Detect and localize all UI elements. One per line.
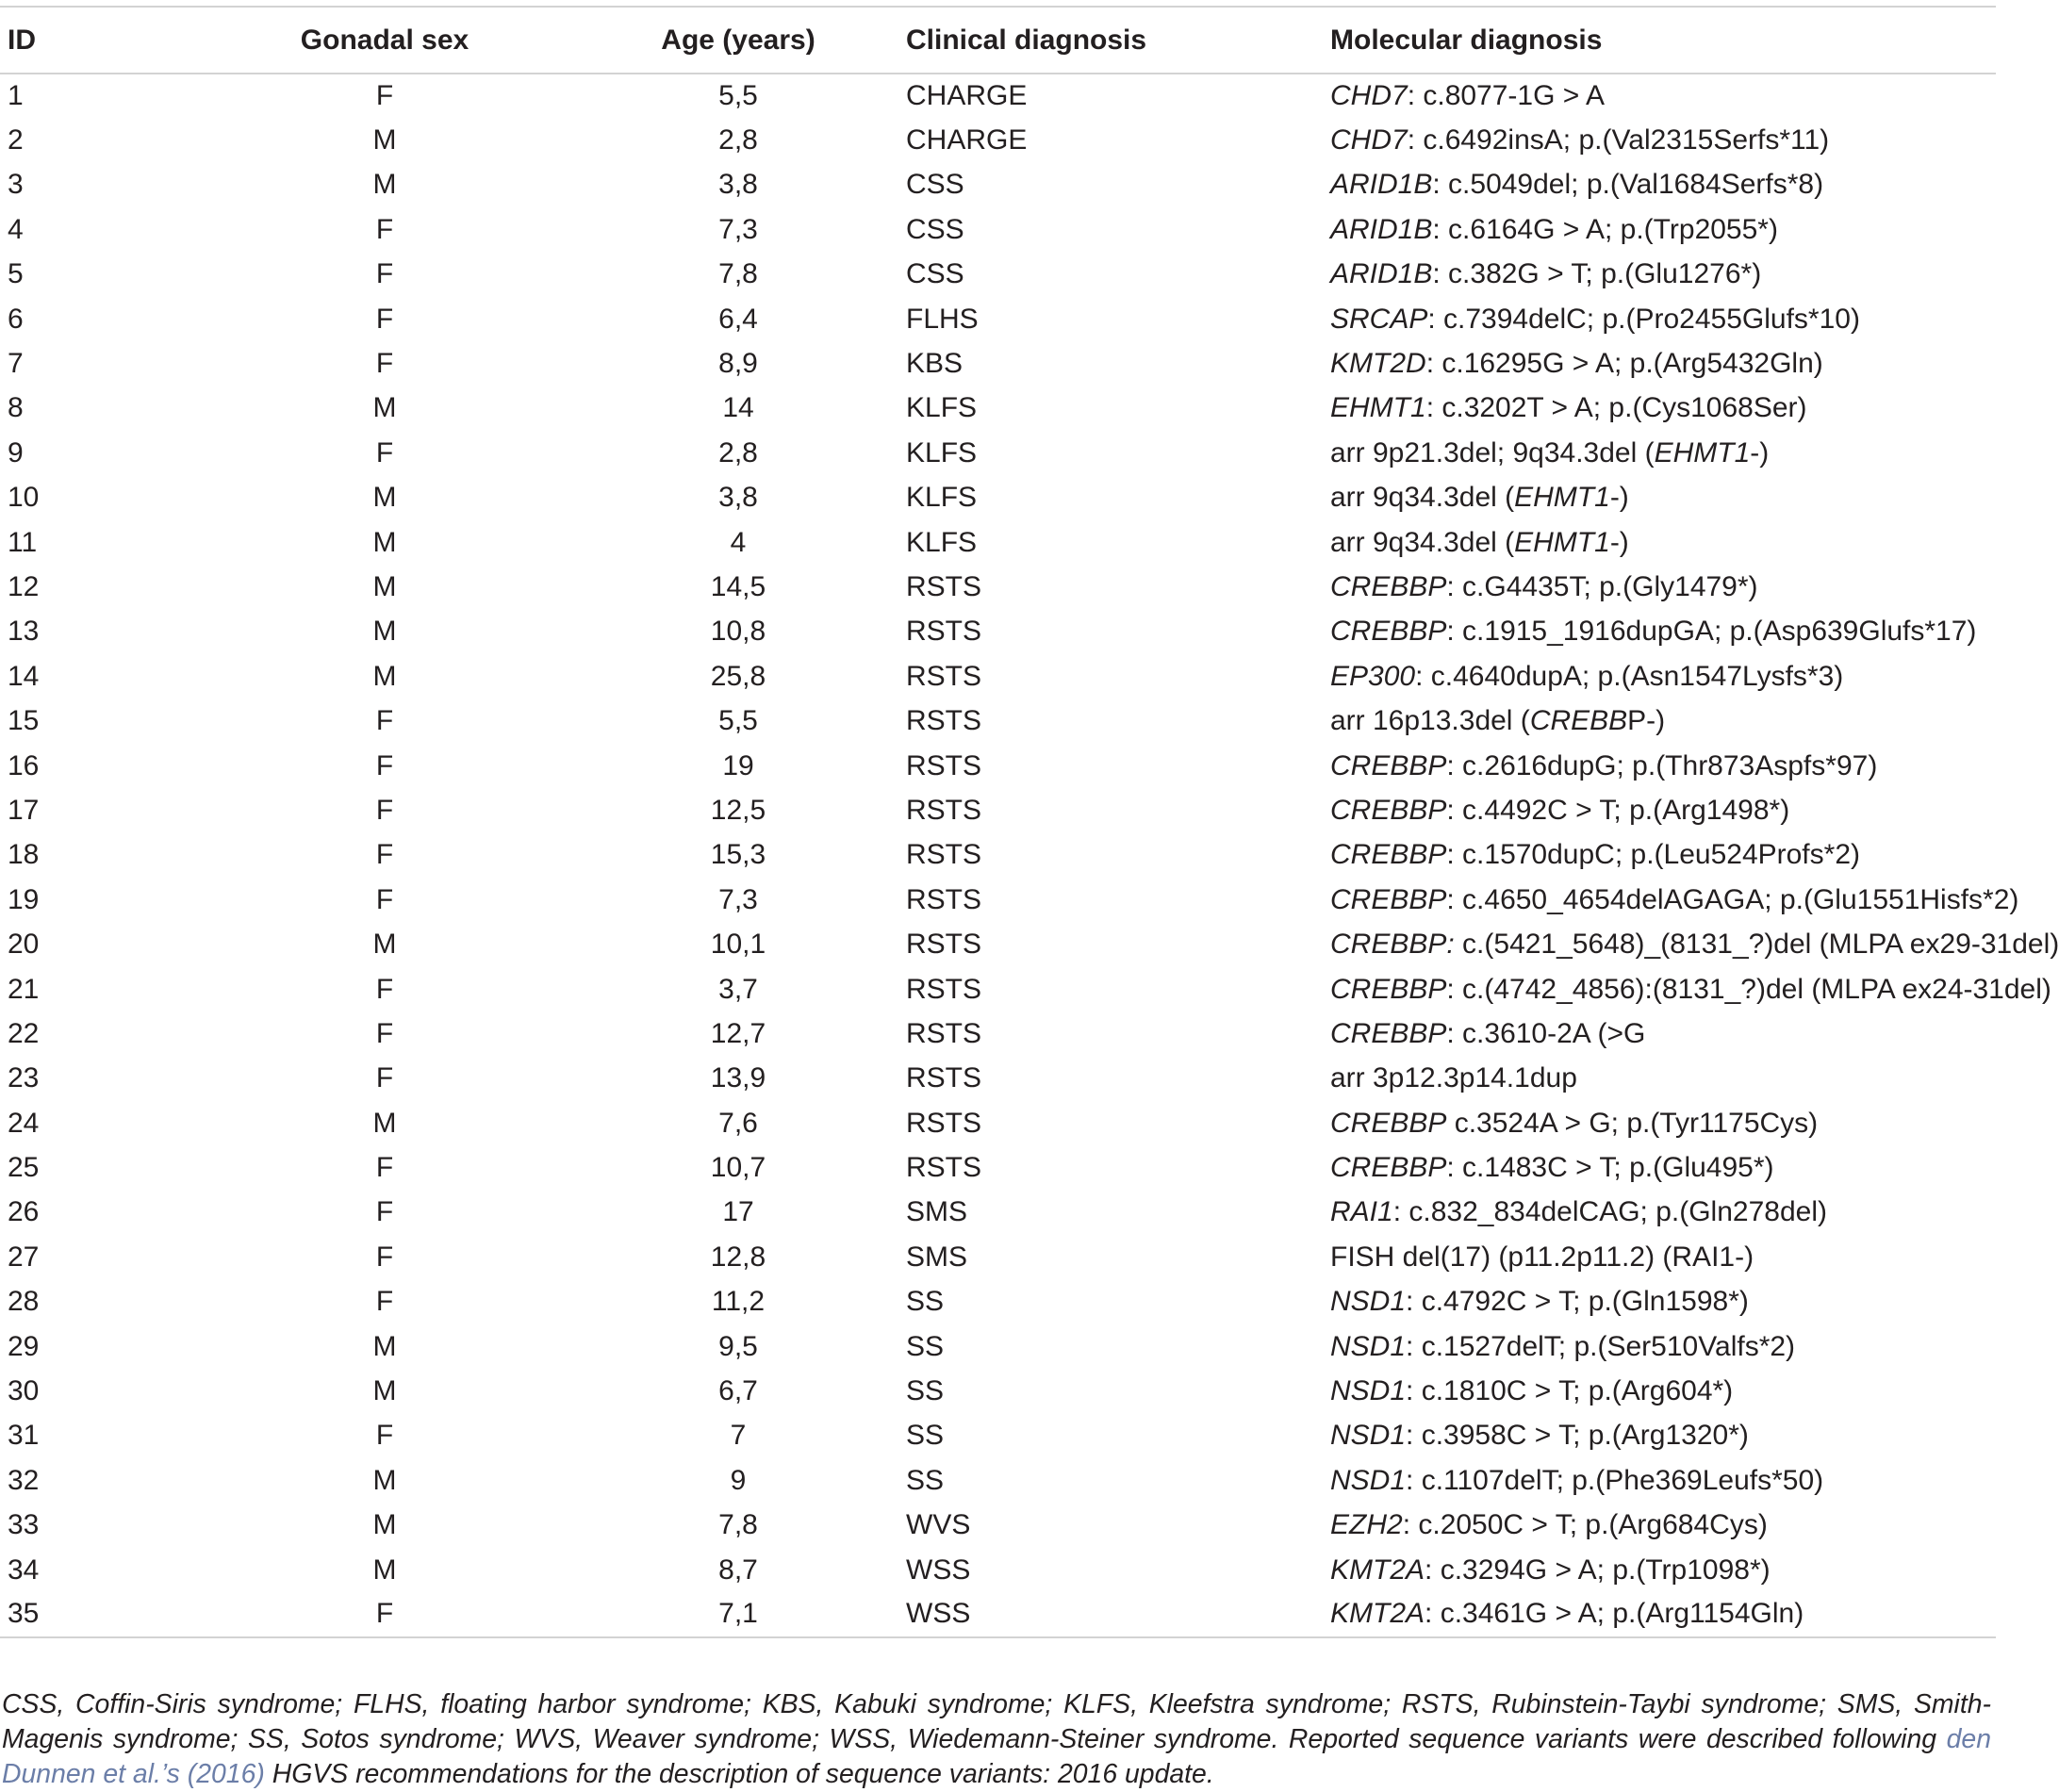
cell-id: 6 — [8, 303, 24, 335]
cell-molecular-diagnosis — [1321, 118, 1996, 162]
cell-molecular-diagnosis — [1321, 1504, 1996, 1548]
cell-gonadal-sex: M — [372, 660, 397, 692]
cell-gonadal-sex: M — [372, 1464, 397, 1496]
cell-gonadal-sex: M — [372, 1375, 397, 1407]
cell-molecular-diagnosis — [1321, 878, 2019, 922]
table-row — [0, 744, 1996, 788]
molecular-variant: -) — [1609, 482, 1629, 514]
cell-id: 20 — [8, 929, 40, 961]
cell-clinical-diagnosis: SMS — [906, 1241, 968, 1273]
cell-clinical-diagnosis: RSTS — [906, 1152, 982, 1184]
cell-clinical-diagnosis: RSTS — [906, 1017, 982, 1049]
table-row — [0, 476, 1996, 520]
table-row — [0, 565, 1996, 609]
cell-age: 5,5 — [718, 705, 758, 737]
cell-id: 28 — [8, 1286, 40, 1318]
cell-gonadal-sex: M — [372, 1107, 397, 1139]
molecular-variant: : c.6164G > A; p.(Trp2055*) — [1432, 213, 1778, 245]
cell-molecular-diagnosis — [1321, 833, 1996, 878]
cell-molecular-diagnosis — [1321, 699, 1996, 743]
molecular-variant: : c.2616dupG; p.(Thr873Aspfs*97) — [1446, 749, 1878, 781]
cell-clinical-diagnosis: RSTS — [906, 883, 982, 915]
cell-id: 13 — [8, 616, 40, 648]
cell-gonadal-sex: F — [375, 839, 394, 871]
molecular-variant: : c.4650_4654delAGAGA; p.(Glu1551Hisfs*2) — [1446, 883, 2019, 915]
molecular-variant: -) — [1750, 436, 1770, 469]
patients-table — [0, 6, 2059, 1638]
cell-clinical-diagnosis: CHARGE — [906, 124, 1028, 156]
gene-name: RAI1 — [1330, 1196, 1393, 1228]
cell-gonadal-sex: F — [375, 1017, 394, 1049]
gene-name: EHMT1 — [1514, 526, 1610, 558]
cell-id: 2 — [8, 124, 24, 156]
cell-gonadal-sex: M — [372, 1509, 397, 1541]
table-row — [0, 118, 1996, 162]
cell-age: 7,6 — [718, 1107, 758, 1139]
gene-name: EHMT1 — [1330, 392, 1426, 424]
table-row — [0, 1458, 1996, 1503]
header-id: ID — [0, 7, 187, 74]
gene-name: SRCAP — [1330, 303, 1428, 335]
cell-id: 24 — [8, 1107, 40, 1139]
molecular-variant: : c.3958C > T; p.(Arg1320*) — [1406, 1420, 1749, 1452]
molecular-variant: : c.3294G > A; p.(Trp1098*) — [1425, 1554, 1771, 1586]
cell-gonadal-sex: F — [375, 258, 394, 290]
cell-gonadal-sex: M — [372, 929, 397, 961]
cell-id: 7 — [8, 348, 24, 380]
cell-molecular-diagnosis — [1321, 431, 1996, 475]
table-row — [0, 878, 1996, 922]
cell-age: 4 — [730, 526, 747, 558]
cell-age: 12,8 — [710, 1241, 766, 1273]
cell-gonadal-sex: F — [375, 1286, 394, 1318]
cell-id: 3 — [8, 169, 24, 201]
cell-molecular-diagnosis — [1321, 253, 1996, 297]
cell-clinical-diagnosis: RSTS — [906, 1062, 982, 1094]
cell-molecular-diagnosis — [1321, 654, 1996, 699]
table-row — [0, 1011, 1996, 1056]
molecular-variant: : c.5049del; p.(Val1684Serfs*8) — [1432, 169, 1824, 201]
cell-age: 19 — [722, 749, 754, 781]
table-row — [0, 1548, 1996, 1592]
cell-gonadal-sex: F — [375, 436, 394, 469]
cell-clinical-diagnosis: SS — [906, 1286, 945, 1318]
molecular-prefix: arr 9q34.3del ( — [1330, 482, 1515, 514]
cell-clinical-diagnosis: RSTS — [906, 749, 982, 781]
cell-clinical-diagnosis: CSS — [906, 213, 964, 245]
cell-age: 7,8 — [718, 258, 758, 290]
molecular-variant: : c.1107delT; p.(Phe369Leufs*50) — [1406, 1464, 1824, 1496]
cell-molecular-diagnosis — [1321, 1280, 1996, 1324]
molecular-prefix: arr 16p13.3del ( — [1330, 705, 1530, 737]
cell-molecular-diagnosis — [1321, 967, 2051, 1011]
table-row — [0, 253, 1996, 297]
cell-gonadal-sex: F — [375, 80, 394, 112]
gene-name: NSD1 — [1330, 1375, 1407, 1407]
cell-gonadal-sex: F — [375, 213, 394, 245]
cell-molecular-diagnosis — [1321, 1145, 1996, 1190]
cell-molecular-diagnosis — [1321, 1235, 1996, 1279]
table-row — [0, 1101, 1996, 1145]
header-clinical-diagnosis: Clinical diagnosis — [894, 7, 1321, 74]
cell-gonadal-sex: M — [372, 526, 397, 558]
cell-id: 19 — [8, 883, 40, 915]
cell-id: 22 — [8, 1017, 40, 1049]
molecular-variant: : c.1483C > T; p.(Glu495*) — [1446, 1152, 1774, 1184]
molecular-variant: : c.382G > T; p.(Glu1276*) — [1432, 258, 1762, 290]
cell-gonadal-sex: F — [375, 794, 394, 826]
cell-id: 26 — [8, 1196, 40, 1228]
gene-name: ARID1B — [1330, 169, 1433, 201]
cell-clinical-diagnosis: RSTS — [906, 660, 982, 692]
citation-link[interactable]: den Dunnen et al.’s (2016) — [2, 1724, 1991, 1790]
cell-id: 1 — [8, 80, 24, 112]
gene-name: CREBBP — [1330, 1152, 1447, 1184]
cell-age: 5,5 — [718, 80, 758, 112]
header-row — [0, 7, 1996, 74]
footnote-text: CSS, Coffin-Siris syndrome; FLHS, floating harbor syndrome; KBS, Kabuki syndrome; KLFS, Kleefstra syndrome; RSTS, Rubinstein-Taybi syndrome; SMS, Smith-Magenis syndrome; SS, Sotos syndrome; WVS, Weaver syndrome; WSS, Wiedemann-Steiner syndrome. Reported sequence variants were described following — [2, 1689, 1991, 1755]
cell-molecular-diagnosis — [1321, 163, 1996, 207]
cell-id: 9 — [8, 436, 24, 469]
cell-id: 16 — [8, 749, 40, 781]
gene-name: CREBBP — [1330, 570, 1447, 602]
gene-name: NSD1 — [1330, 1286, 1407, 1318]
cell-age: 9,5 — [718, 1330, 758, 1362]
gene-name: CREBBP — [1330, 616, 1447, 648]
cell-id: 32 — [8, 1464, 40, 1496]
gene-name: CREBBP — [1330, 883, 1447, 915]
cell-age: 2,8 — [718, 436, 758, 469]
molecular-variant: : c.8077-1G > A — [1407, 80, 1605, 112]
cell-gonadal-sex: F — [187, 1592, 583, 1636]
cell-clinical-diagnosis: WVS — [906, 1509, 971, 1541]
cell-age: 10,8 — [710, 616, 766, 648]
table-row — [0, 1057, 1996, 1101]
cell-id: 30 — [8, 1375, 40, 1407]
table-row — [0, 1324, 1996, 1369]
cell-id: 25 — [8, 1152, 40, 1184]
table-row — [0, 341, 1996, 386]
cell-molecular-diagnosis — [1321, 1191, 1996, 1235]
cell-molecular-diagnosis — [1321, 520, 1996, 565]
cell-age: 10,7 — [710, 1152, 766, 1184]
cell-id: 14 — [8, 660, 40, 692]
cell-molecular-diagnosis — [1321, 1057, 1996, 1101]
table-row — [0, 431, 1996, 475]
molecular-variant: : c.3202T > A; p.(Cys1068Ser) — [1425, 392, 1807, 424]
cell-age: 3,8 — [718, 482, 758, 514]
cell-gonadal-sex: F — [375, 1152, 394, 1184]
cell-clinical-diagnosis: RSTS — [906, 794, 982, 826]
cell-molecular-diagnosis — [1321, 476, 1996, 520]
table-row — [0, 297, 1996, 341]
molecular-variant: : c.G4435T; p.(Gly1479*) — [1446, 570, 1758, 602]
cell-gonadal-sex: F — [375, 883, 394, 915]
cell-gonadal-sex: M — [372, 1554, 397, 1586]
cell-clinical-diagnosis: KLFS — [906, 526, 978, 558]
table-row — [0, 74, 1996, 118]
table-row — [0, 1414, 1996, 1458]
cell-molecular-diagnosis — [1321, 788, 1996, 832]
table-row — [0, 833, 1996, 878]
cell-clinical-diagnosis: CSS — [906, 258, 964, 290]
cell-gonadal-sex: F — [375, 303, 394, 335]
cell-molecular-diagnosis — [1321, 1324, 1996, 1369]
molecular-prefix: arr 9q34.3del ( — [1330, 526, 1515, 558]
cell-clinical-diagnosis: RSTS — [906, 929, 982, 961]
molecular-prefix: FISH del(17) (p11.2p11.2) (RAI1-) — [1330, 1241, 1754, 1273]
cell-id: 10 — [8, 482, 40, 514]
molecular-prefix: arr 9p21.3del; 9q34.3del ( — [1330, 436, 1655, 469]
cell-id: 33 — [8, 1509, 40, 1541]
molecular-variant: : c.4492C > T; p.(Arg1498*) — [1446, 794, 1790, 826]
gene-name: ARID1B — [1330, 258, 1433, 290]
cell-molecular-diagnosis — [1321, 341, 1996, 386]
cell-gonadal-sex: M — [372, 392, 397, 424]
molecular-variant: : c.4640dupA; p.(Asn1547Lysfs*3) — [1415, 660, 1844, 692]
table-row — [0, 1145, 1996, 1190]
cell-clinical-diagnosis: SMS — [906, 1196, 968, 1228]
cell-gonadal-sex: F — [375, 1241, 394, 1273]
molecular-variant: P-) — [1627, 705, 1666, 737]
molecular-variant: : c.1915_1916dupGA; p.(Asp639Glufs*17) — [1446, 616, 1977, 648]
cell-age: 7,1 — [583, 1592, 894, 1636]
gene-name: EZH2 — [1330, 1509, 1403, 1541]
cell-age: 3,7 — [718, 973, 758, 1005]
gene-name: ARID1B — [1330, 213, 1433, 245]
cell-gonadal-sex: M — [372, 570, 397, 602]
cell-clinical-diagnosis: WSS — [894, 1592, 1321, 1636]
cell-age: 6,7 — [718, 1375, 758, 1407]
cell-clinical-diagnosis: RSTS — [906, 973, 982, 1005]
molecular-variant: -) — [1609, 526, 1629, 558]
cell-molecular-diagnosis — [1321, 1414, 1996, 1458]
gene-name: KMT2A — [1330, 1598, 1425, 1630]
cell-id: 21 — [8, 973, 40, 1005]
cell-gonadal-sex: F — [375, 1062, 394, 1094]
table-row — [0, 1504, 1996, 1548]
cell-gonadal-sex: M — [372, 124, 397, 156]
table-row — [0, 163, 1996, 207]
gene-name: CREBBP — [1330, 1017, 1447, 1049]
cell-id: 5 — [8, 258, 24, 290]
molecular-variant: : c.4792C > T; p.(Gln1598*) — [1406, 1286, 1749, 1318]
cell-molecular-diagnosis — [1321, 1592, 1996, 1636]
molecular-variant: : c.1570dupC; p.(Leu524Profs*2) — [1446, 839, 1860, 871]
cell-clinical-diagnosis: CSS — [906, 169, 964, 201]
cell-molecular-diagnosis — [1321, 744, 1996, 788]
cell-clinical-diagnosis: RSTS — [906, 839, 982, 871]
cell-id: 15 — [8, 705, 40, 737]
cell-age: 8,7 — [718, 1554, 758, 1586]
table-header — [0, 7, 1996, 74]
cell-age: 9 — [730, 1464, 747, 1496]
cell-clinical-diagnosis: CHARGE — [906, 80, 1028, 112]
cell-molecular-diagnosis — [1321, 1548, 1996, 1592]
cell-clinical-diagnosis: SS — [906, 1420, 945, 1452]
molecular-variant: c.(5421_5648)_(8131_?)del (MLPA ex29-31del) — [1454, 929, 2059, 961]
cell-id: 11 — [8, 526, 38, 558]
cell-clinical-diagnosis: SS — [906, 1464, 945, 1496]
cell-molecular-diagnosis — [1321, 610, 1996, 654]
cell-age: 10,1 — [710, 929, 766, 961]
gene-name: EP300 — [1330, 660, 1416, 692]
cell-id: 23 — [8, 1062, 40, 1094]
cell-molecular-diagnosis — [1321, 207, 1996, 252]
table-row — [0, 386, 1996, 431]
cell-molecular-diagnosis — [1321, 297, 1996, 341]
cell-id: 12 — [8, 570, 40, 602]
cell-age: 14,5 — [710, 570, 766, 602]
cell-id: 31 — [8, 1420, 40, 1452]
table-row — [0, 1369, 1996, 1413]
molecular-variant: : c.16295G > A; p.(Arg5432Gln) — [1425, 348, 1823, 380]
gene-name: CREBBP — [1330, 794, 1447, 826]
molecular-variant: : c.7394delC; p.(Pro2455Glufs*10) — [1427, 303, 1860, 335]
cell-age: 7 — [730, 1420, 747, 1452]
molecular-variant: : c.3610-2A (>G — [1446, 1017, 1646, 1049]
table-body — [0, 74, 2059, 1637]
gene-name: CHD7 — [1330, 80, 1408, 112]
table-row — [0, 1235, 1996, 1279]
gene-name: KMT2D — [1330, 348, 1426, 380]
table-footnote — [2, 1687, 1991, 1792]
gene-name: EHMT1 — [1514, 482, 1610, 514]
table-row — [0, 788, 1996, 832]
cell-clinical-diagnosis: RSTS — [906, 616, 982, 648]
gene-name: CREBBP — [1330, 839, 1447, 871]
cell-gonadal-sex: F — [375, 1420, 394, 1452]
cell-clinical-diagnosis: SS — [906, 1330, 945, 1362]
molecular-variant: : c.(4742_4856):(8131_?)del (MLPA ex24-31del) — [1446, 973, 2051, 1005]
cell-molecular-diagnosis — [1321, 1369, 1996, 1413]
molecular-variant: : c.6492insA; p.(Val2315Serfs*11) — [1407, 124, 1830, 156]
gene-name: CREBBP — [1330, 749, 1447, 781]
table-row — [0, 1280, 1996, 1324]
cell-gonadal-sex: F — [375, 973, 394, 1005]
header-molecular-diagnosis: Molecular diagnosis — [1321, 7, 1996, 74]
gene-name: NSD1 — [1330, 1464, 1407, 1496]
cell-clinical-diagnosis: RSTS — [906, 1107, 982, 1139]
cell-age: 13,9 — [710, 1062, 766, 1094]
cell-gonadal-sex: M — [372, 482, 397, 514]
cell-molecular-diagnosis — [1321, 386, 1996, 431]
gene-name: CHD7 — [1330, 124, 1408, 156]
cell-clinical-diagnosis: KLFS — [906, 436, 978, 469]
gene-name: KMT2A — [1330, 1554, 1425, 1586]
cell-gonadal-sex: F — [375, 1196, 394, 1228]
cell-id: 35 — [0, 1592, 187, 1636]
cell-age: 12,7 — [710, 1017, 766, 1049]
cell-id: 27 — [8, 1241, 40, 1273]
cell-clinical-diagnosis: RSTS — [906, 570, 982, 602]
cell-molecular-diagnosis — [1321, 1458, 1996, 1503]
cell-age: 7,3 — [718, 213, 758, 245]
molecular-variant: c.3524A > G; p.(Tyr1175Cys) — [1446, 1107, 1819, 1139]
cell-gonadal-sex: M — [372, 616, 397, 648]
cell-molecular-diagnosis — [1321, 565, 1996, 609]
cell-age: 25,8 — [710, 660, 766, 692]
cell-id: 34 — [8, 1554, 40, 1586]
cell-gonadal-sex: F — [375, 705, 394, 737]
gene-name: NSD1 — [1330, 1330, 1407, 1362]
cell-age: 8,9 — [718, 348, 758, 380]
table-row — [0, 699, 1996, 743]
header-gonadal-sex: Gonadal sex — [187, 7, 583, 74]
table-row — [0, 610, 1996, 654]
footnote-tail: HGVS recommendations for the description of sequence variants: 2016 update. — [264, 1759, 1214, 1790]
molecular-variant: : c.1527delT; p.(Ser510Valfs*2) — [1406, 1330, 1796, 1362]
cell-clinical-diagnosis: SS — [906, 1375, 945, 1407]
cell-age: 17 — [722, 1196, 754, 1228]
table-row — [0, 1191, 1996, 1235]
cell-clinical-diagnosis: KBS — [906, 348, 964, 380]
cell-molecular-diagnosis — [1321, 922, 2059, 966]
cell-gonadal-sex: F — [375, 749, 394, 781]
table-row — [0, 520, 1996, 565]
molecular-variant: : c.832_834delCAG; p.(Gln278del) — [1392, 1196, 1827, 1228]
cell-molecular-diagnosis — [1321, 1011, 1996, 1056]
molecular-prefix: arr 3p12.3p14.1dup — [1330, 1062, 1577, 1094]
cell-clinical-diagnosis: WSS — [906, 1554, 971, 1586]
cell-id: 4 — [8, 213, 24, 245]
header-age: Age (years) — [583, 7, 894, 74]
table-row — [0, 654, 1996, 699]
molecular-variant: : c.3461G > A; p.(Arg1154Gln) — [1425, 1598, 1804, 1630]
cell-age: 7,3 — [718, 883, 758, 915]
cell-id: 18 — [8, 839, 40, 871]
cell-age: 15,3 — [710, 839, 766, 871]
cell-clinical-diagnosis: FLHS — [906, 303, 979, 335]
cell-age: 12,5 — [710, 794, 766, 826]
cell-age: 7,8 — [718, 1509, 758, 1541]
gene-name: CREBBP — [1330, 1107, 1447, 1139]
gene-name: CREBB — [1529, 705, 1628, 737]
cell-gonadal-sex: F — [375, 348, 394, 380]
cell-gonadal-sex: M — [372, 1330, 397, 1362]
gene-name: CREBBP — [1330, 973, 1447, 1005]
cell-age: 2,8 — [718, 124, 758, 156]
table-row — [0, 967, 1996, 1011]
cell-id: 17 — [8, 794, 40, 826]
gene-name: EHMT1 — [1654, 436, 1751, 469]
cell-age: 6,4 — [718, 303, 758, 335]
table-row — [0, 207, 1996, 252]
cell-clinical-diagnosis: KLFS — [906, 392, 978, 424]
cell-molecular-diagnosis — [1321, 1101, 1996, 1145]
cell-age: 3,8 — [718, 169, 758, 201]
cell-age: 14 — [722, 392, 754, 424]
cell-clinical-diagnosis: KLFS — [906, 482, 978, 514]
gene-name: CREBBP: — [1330, 929, 1455, 961]
gene-name: NSD1 — [1330, 1420, 1407, 1452]
cell-clinical-diagnosis: RSTS — [906, 705, 982, 737]
molecular-variant: : c.2050C > T; p.(Arg684Cys) — [1402, 1509, 1768, 1541]
cell-gonadal-sex: M — [372, 169, 397, 201]
molecular-variant: : c.1810C > T; p.(Arg604*) — [1406, 1375, 1734, 1407]
cell-id: 8 — [8, 392, 24, 424]
cell-molecular-diagnosis — [1321, 74, 1996, 118]
cell-age: 11,2 — [711, 1286, 766, 1318]
table-row — [0, 922, 1996, 966]
cell-id: 29 — [8, 1330, 40, 1362]
table-row — [0, 1592, 1996, 1636]
